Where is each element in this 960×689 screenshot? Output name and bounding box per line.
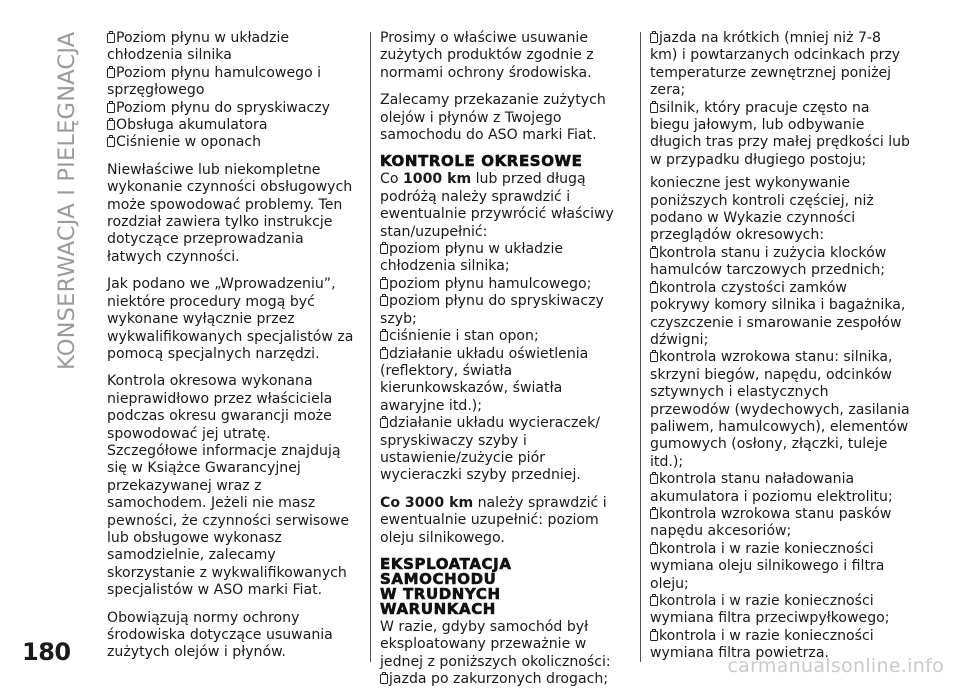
list-item: Ciśnienie w oponach [107,134,359,151]
list-item: silnik, który pracuje często na biegu jałowym, lub odbywanie długich tras przy małej prędkości lub w przypadku długiego postoju; [650,99,911,168]
bullet-icon [107,103,115,113]
chapter-side-title [46,24,86,370]
list-item: kontrola stanu i zużycia klocków hamulców tarczowych przednich; [650,244,887,279]
watermark: carmanualsonline.info [727,655,944,677]
bullet-icon [650,103,658,113]
bullet-icon [650,544,658,554]
paragraph: konieczne jest wykonywanie poniższych kontroli częściej, niż podano w Wykazie czynności przeglądów okresowych: [650,175,874,244]
list-item: Poziom płynu hamulcowego i sprzęgłowego [107,64,322,99]
list-item: kontrola i w razie konieczności wymiana oleju silnikowego i filtra oleju; [650,540,885,592]
bullet-icon [380,296,388,306]
column-3 [650,30,910,663]
list-item: kontrola wzrokowa stanu: silnika, skrzyni biegów, napędu, odcinków sztywnych i elastycznych przewodów (wydechowych, zasilania paliwem, hamulcowych), elementów gumowych (osłony, złączki, tuleje itd.); [650,349,910,470]
list-item: poziom płynu do spryskiwaczy szyb; [380,293,604,327]
paragraph: Zalecamy przekazanie zużytych olejów i płynów z Twojego samochodu do ASO marki Fiat. [380,92,606,144]
list-item: ciśnienie i stan opon; [380,328,629,345]
list-item: działanie układu oświetlenia (reflektory, światła kierunkowskazów, światła awaryjne itd.); [380,345,589,414]
bullet-icon [380,331,388,341]
bullet-icon [380,244,388,254]
bullet-icon [380,674,388,684]
page-number: 180 [22,638,71,666]
bullet-icon [107,120,115,130]
paragraph: W razie, gdyby samochód był eksploatowany przeważnie w jednej z poniższych okoliczności: [380,618,611,670]
paragraph: Niewłaściwe lub niekompletne wykonanie czynności obsługowych może spowodować problemy. Ten rozdział zawiera tylko instrukcje dotyczące przeprowadzania łatwych czynności. [107,161,353,265]
column-1 [107,30,359,672]
bullet-icon [650,631,658,641]
list-item: działanie układu wycieraczek/ spryskiwaczy szyby i ustawienie/zużycie piór wycieraczki szyby przedniej. [380,415,600,484]
paragraph: Co 1000 km lub przed długą podróżą należy sprawdzić i ewentualnie przywrócić właściwy stan/uzupełnić: [380,171,614,240]
paragraph: Jak podano we „Wprowadzeniu”, niektóre procedury mogą być wykonane wyłącznie przez wykwalifikowanych specjalistów za pomocą specjalnych narzędzi. [107,276,354,362]
bullet-icon [380,279,388,289]
list-item: kontrola stanu naładowania akumulatora i poziomu elektrolitu; [650,471,893,505]
list-item: Obsługa akumulatora [107,117,359,134]
section-heading-severe-conditions: EKSPLOATACJA SAMOCHODU W TRUDNYCH WARUNKACH [380,554,512,618]
bullet-icon [107,137,115,147]
list-item: kontrola czystości zamków pokrywy komory silnika i bagażnika, czyszczenie i smarowanie zespołów dźwigni; [650,279,906,348]
bullet-icon [650,474,658,484]
list-item: kontrola i w razie konieczności wymiana filtra powietrza. [650,627,874,662]
bullet-icon [650,283,658,293]
bullet-icon [650,596,658,606]
list-item: kontrola i w razie konieczności wymiana filtra przeciwpyłkowego; [650,593,890,627]
bullet-icon [107,33,115,43]
bullet-icon [650,248,658,258]
paragraph: Co 3000 km należy sprawdzić i ewentualnie uzupełnić: poziom oleju silnikowego. [380,494,607,546]
column-divider [640,32,641,662]
list-item: jazda na krótkich (mniej niż 7-8 km) i powtarzanych odcinkach przy temperaturze zewnętrznej poniżej zera; [650,30,901,99]
chapter-side-title-text: KONSERWACJA I PIELĘGNACJA [54,31,80,370]
bullet-icon [380,418,388,428]
list-item: jazda po zakurzonych drogach; [380,671,629,688]
bullet-icon [650,509,658,519]
bullet-icon [650,33,658,43]
list-item: poziom płynu hamulcowego; [380,276,629,293]
list-item: Poziom płynu do spryskiwaczy [107,100,359,117]
bullet-icon [650,352,658,362]
list-item: poziom płynu w układzie chłodzenia silnika; [380,241,564,275]
column-divider [370,32,371,662]
section-heading-periodic-checks: KONTROLE OKRESOWE [380,152,583,171]
bullet-icon [380,349,388,359]
bullet-icon [107,68,115,78]
paragraph: Prosimy o właściwe usuwanie zużytych produktów zgodnie z normami ochrony środowiska. [380,30,594,81]
list-item: Poziom płynu w układzie chłodzenia silnika [107,30,290,64]
paragraph: Obowiązują normy ochrony środowiska dotyczące usuwania zużytych olejów i płynów. [107,609,333,661]
list-item: kontrola wzrokowa stanu pasków napędu akcesoriów; [650,505,892,540]
paragraph: Kontrola okresowa wykonana nieprawidłowo przez właściciela podczas okresu gwarancji może spowodować jej utratę. Szczegółowe informacje znajdują się w Książce Gwarancyjnej przekazywanej wraz z samochodem. Jeżeli nie masz pewności, że czynności serwisowe lub obsługowe wykonasz samodzielnie, zalecamy skorzystanie z wykwalifikowanych specjalistów w ASO marki Fiat. [107,373,350,599]
column-2 [380,30,629,689]
